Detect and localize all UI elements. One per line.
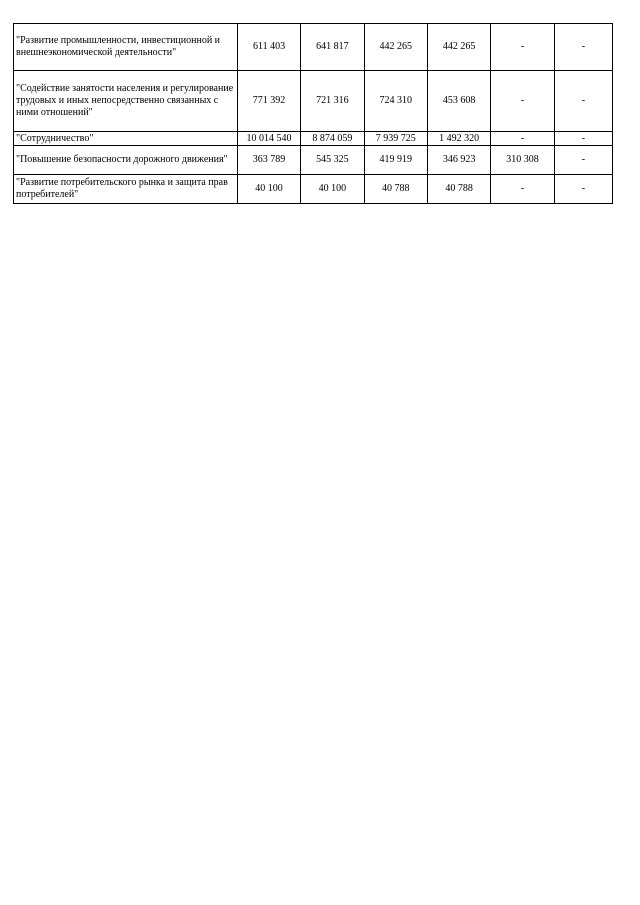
value-cell: 40 788 [427, 175, 490, 204]
value-cell: - [554, 175, 612, 204]
program-name-cell: "Развитие потребительского рынка и защита прав потребителей" [14, 175, 238, 204]
value-cell: 545 325 [301, 146, 364, 175]
value-cell: 721 316 [301, 71, 364, 132]
program-name-cell: "Сотрудничество" [14, 132, 238, 146]
value-cell: - [554, 132, 612, 146]
value-cell: 40 100 [301, 175, 364, 204]
value-cell: - [554, 71, 612, 132]
value-cell: 453 608 [427, 71, 490, 132]
value-cell: 442 265 [427, 24, 490, 71]
value-cell: 8 874 059 [301, 132, 364, 146]
value-cell: 40 100 [237, 175, 300, 204]
table-row [14, 146, 613, 175]
value-cell: 7 939 725 [364, 132, 427, 146]
table-row [14, 132, 613, 146]
program-name-cell: "Содействие занятости населения и регулирование трудовых и иных непосредственно связанных с ними отношений" [14, 71, 238, 132]
value-cell: - [491, 132, 554, 146]
value-cell: - [491, 24, 554, 71]
value-cell: 611 403 [237, 24, 300, 71]
value-cell: - [554, 24, 612, 71]
table-row [14, 24, 613, 71]
table-row [14, 175, 613, 204]
value-cell: 419 919 [364, 146, 427, 175]
value-cell: 641 817 [301, 24, 364, 71]
table-row [14, 71, 613, 132]
program-name-cell: "Повышение безопасности дорожного движения" [14, 146, 238, 175]
value-cell: 10 014 540 [237, 132, 300, 146]
value-cell: 771 392 [237, 71, 300, 132]
value-cell: 346 923 [427, 146, 490, 175]
value-cell: - [491, 71, 554, 132]
value-cell: - [491, 175, 554, 204]
value-cell: 40 788 [364, 175, 427, 204]
value-cell: 310 308 [491, 146, 554, 175]
program-name-cell: "Развитие промышленности, инвестиционной и внешнеэкономической деятельности" [14, 24, 238, 71]
value-cell: - [554, 146, 612, 175]
value-cell: 442 265 [364, 24, 427, 71]
value-cell: 724 310 [364, 71, 427, 132]
program-funding-table [13, 23, 613, 204]
value-cell: 363 789 [237, 146, 300, 175]
value-cell: 1 492 320 [427, 132, 490, 146]
